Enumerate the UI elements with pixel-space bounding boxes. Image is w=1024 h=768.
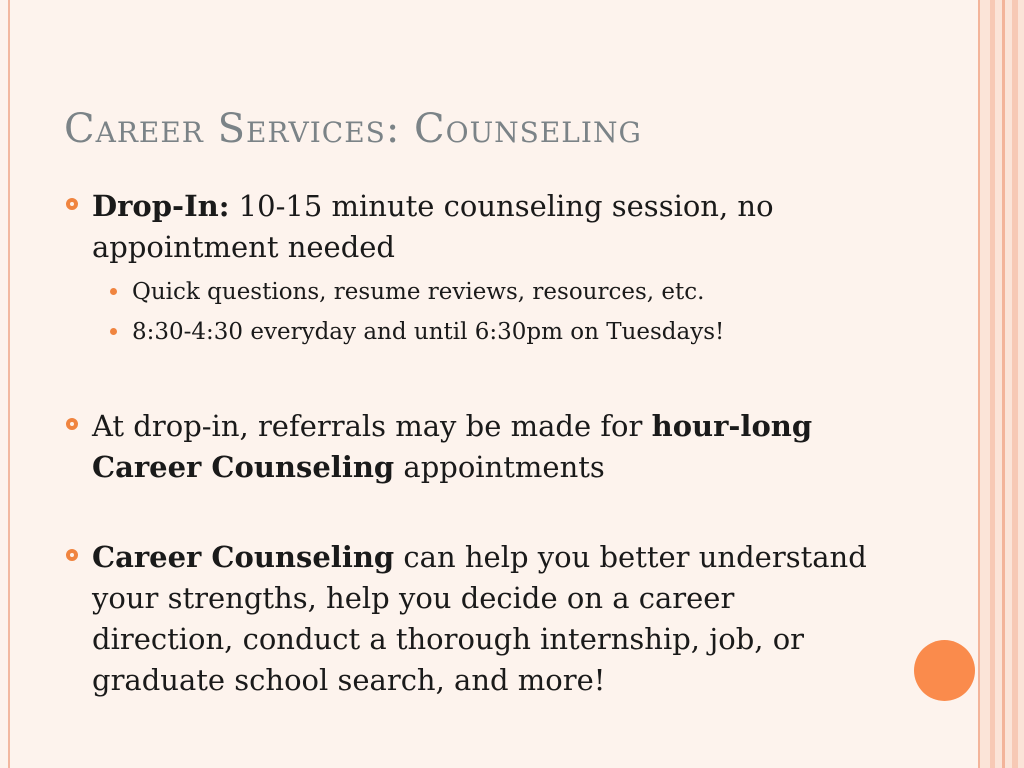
ring-bullet-icon xyxy=(66,418,78,430)
dot-bullet-icon xyxy=(110,328,117,335)
bullet-drop-in xyxy=(64,186,884,268)
slide-title: Career Services: Counseling xyxy=(64,106,642,152)
stripe xyxy=(1012,0,1018,768)
sub-bullet xyxy=(64,312,884,352)
ring-bullet-icon xyxy=(66,549,78,561)
bullet-career-counseling xyxy=(64,537,884,701)
bullet-text: can help you better understand your strengths, help you decide on a career direction, conduct a thorough internship, job, or graduate school search, and more! xyxy=(92,540,867,697)
sub-bullet xyxy=(64,272,884,312)
right-stripe-decoration xyxy=(978,0,1024,768)
ring-bullet-icon xyxy=(66,198,78,210)
bullet-bold: Drop-In: xyxy=(92,189,230,223)
stripe xyxy=(990,0,995,768)
bullet-bold: Career Counseling xyxy=(92,540,395,574)
bullet-bold: hour-long Career Counseling xyxy=(92,409,813,484)
stripe xyxy=(978,0,980,768)
bullet-text: 10-15 minute counseling session, no appointment needed xyxy=(92,189,774,264)
left-border-line xyxy=(8,0,10,768)
bullet-referrals xyxy=(64,406,884,488)
dot-bullet-icon xyxy=(110,288,117,295)
orange-circle-icon xyxy=(914,640,975,701)
sub-bullet-text: Quick questions, resume reviews, resources, etc. xyxy=(132,279,705,305)
slide-content xyxy=(64,186,884,701)
sub-bullet-text: 8:30-4:30 everyday and until 6:30pm on Tuesdays! xyxy=(132,319,725,345)
bullet-text: appointments xyxy=(394,450,605,484)
bullet-text: At drop-in, referrals may be made for xyxy=(92,409,652,443)
stripe xyxy=(1002,0,1005,768)
